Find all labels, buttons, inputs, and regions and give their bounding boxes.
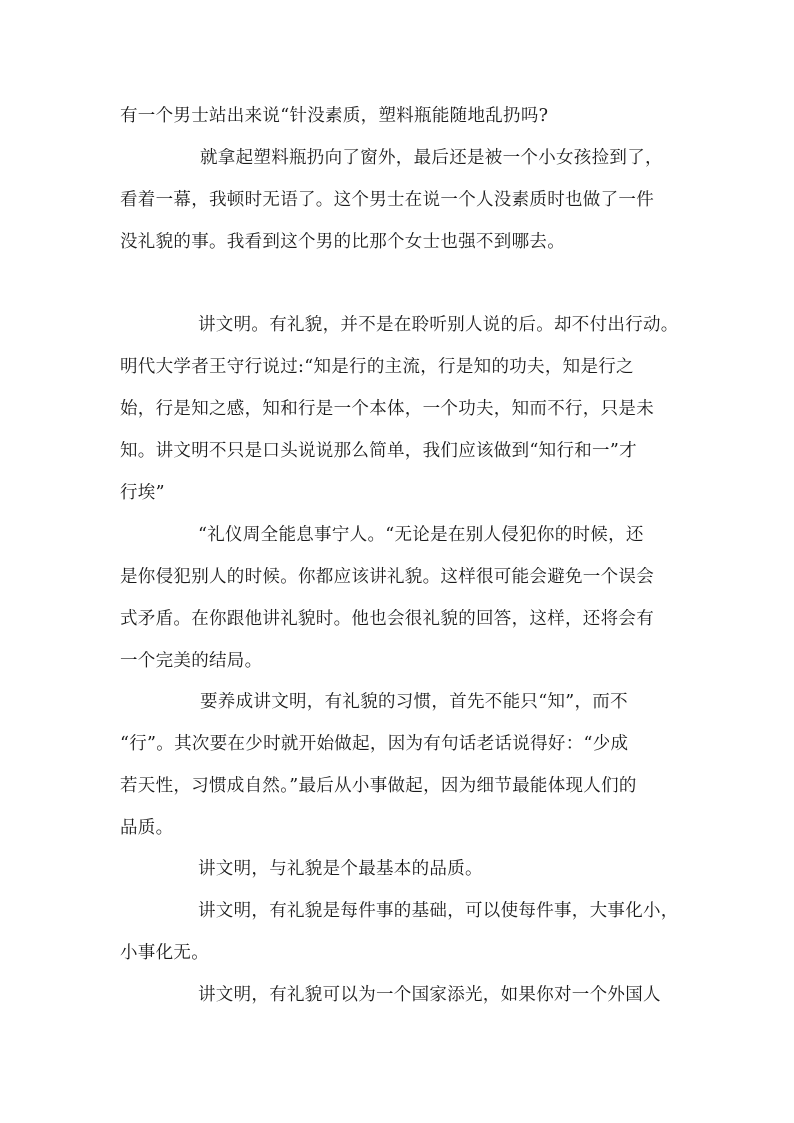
text-line-2: 就拿起塑料瓶扔向了窗外，最后还是被一个小女孩捡到了， (200, 148, 663, 168)
text-line-14: 要养成讲文明，有礼貌的习惯，首先不能只“知”，而不 (200, 692, 628, 712)
text-line-11: 是你侵犯别人的时候。你都应该讲礼貌。这样很可能会避免一个误会 (120, 567, 654, 587)
text-line-3: 看着一幕，我顿时无语了。这个男士在说一个人没素质时也做了一件 (120, 190, 654, 210)
text-line-1: 有一个男士站出来说“针没素质，塑料瓶能随地乱扔吗? (120, 106, 549, 126)
text-line-20: 小事化无。 (120, 943, 209, 963)
text-line-19: 讲文明，有礼貌是每件事的基础，可以使每件事，大事化小， (198, 901, 679, 921)
text-line-10: “礼仪周全能息事宁人。“无论是在别人侵犯你的时候，还 (198, 525, 644, 545)
text-line-13: 一个完美的结局。 (120, 651, 263, 671)
text-line-12: 式矛盾。在你跟他讲礼貌时。他也会很礼貌的回答，这样，还将会有 (120, 609, 654, 629)
text-line-18: 讲文明，与礼貌是个最基本的品质。 (198, 859, 483, 879)
text-line-16: 若天性，习惯成自然。”最后从小事做起，因为细节最能体现人们的 (120, 776, 637, 796)
text-line-7: 始，行是知之感，知和行是一个本体，一个功夫，知而不行，只是未 (120, 399, 654, 419)
text-line-8: 知。讲文明不只是口头说说那么简单，我们应该做到“知行和一”才 (120, 441, 637, 461)
text-line-9: 行埃” (120, 483, 165, 503)
text-line-5: 讲文明。有礼貌，并不是在聆听别人说的后。却不付出行动。 (198, 315, 679, 335)
text-line-21: 讲文明，有礼貌可以为一个国家添光，如果你对一个外国人 (198, 985, 661, 1005)
text-line-17: 品质。 (120, 818, 174, 838)
text-line-15: “行”。其次要在少时就开始做起，因为有句话老话说得好：“少成 (120, 734, 629, 754)
text-line-6: 明代大学者王守行说过:“知是行的主流，行是知的功夫，知是行之 (120, 357, 634, 377)
text-line-4: 没礼貌的事。我看到这个男的比那个女士也强不到哪去。 (120, 232, 565, 252)
